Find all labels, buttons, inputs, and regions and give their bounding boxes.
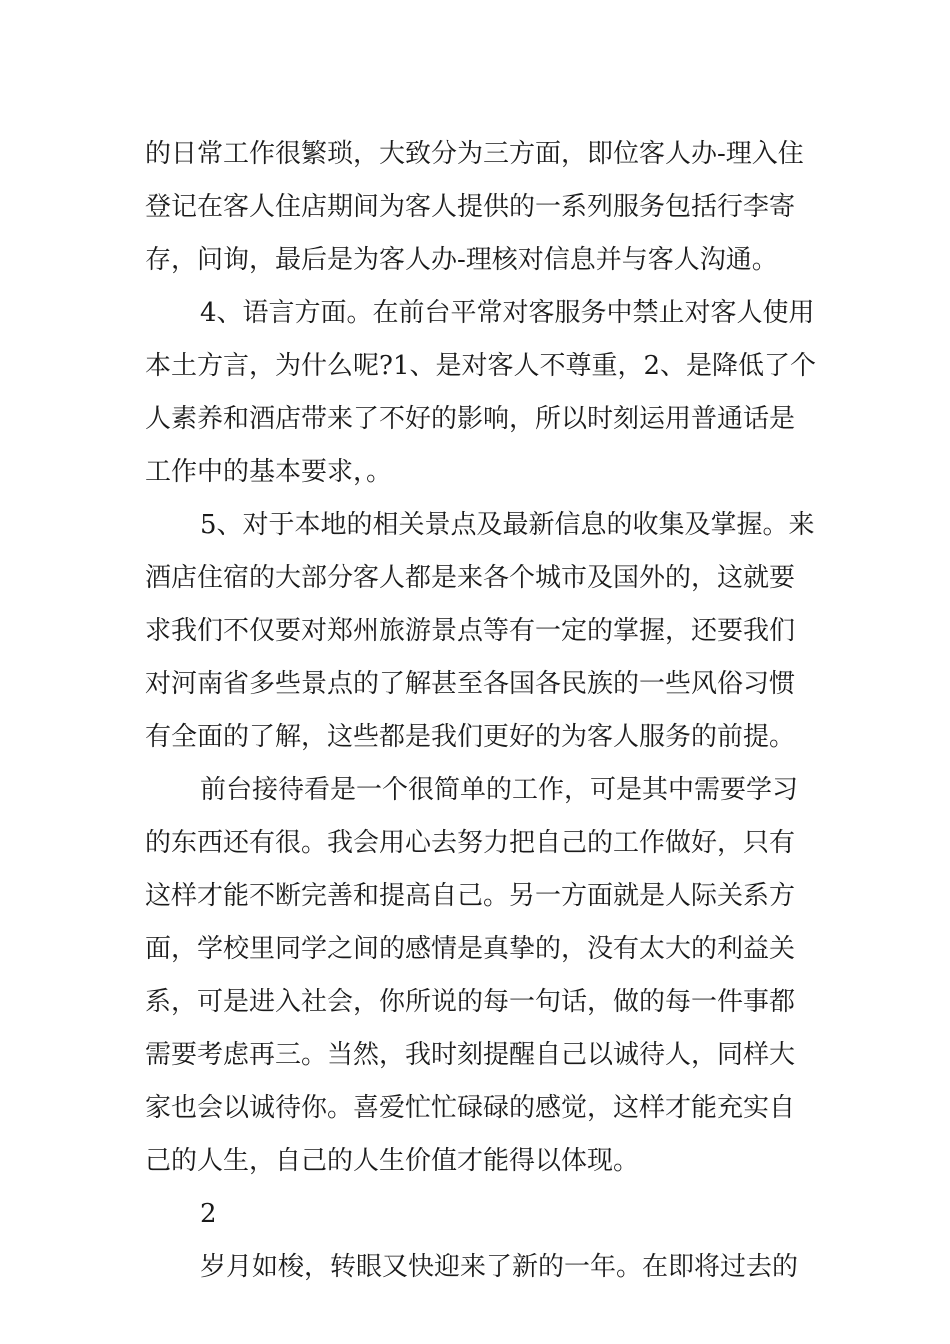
paragraph-start-line: 4、语言方面。在前台平常对客服务中禁止对客人使用: [200, 298, 815, 328]
text-line: 登记在客人住店期间为客人提供的一系列服务包括行李寄: [145, 192, 796, 222]
paragraph-start-line: 前台接待看是一个很简单的工作，可是其中需要学习: [200, 775, 799, 805]
text-line: 酒店住宿的大部分客人都是来各个城市及国外的，这就要: [145, 563, 796, 593]
text-line: 求我们不仅要对郑州旅游景点等有一定的掌握，还要我们: [145, 616, 796, 646]
text-line: 系，可是进入社会，你所说的每一句话，做的每一件事都: [145, 987, 796, 1017]
text-line: 的日常工作很繁琐，大致分为三方面，即位客人办-理入住: [145, 139, 804, 169]
text-line: 这样才能不断完善和提高自己。另一方面就是人际关系方: [145, 881, 796, 911]
text-line: 需要考虑再三。当然，我时刻提醒自己以诚待人，同样大: [145, 1040, 796, 1070]
text-line: 对河南省多些景点的了解甚至各国各民族的一些风俗习惯: [145, 669, 796, 699]
paragraph-start-line: 5、对于本地的相关景点及最新信息的收集及掌握。来: [200, 510, 815, 540]
text-line: 家也会以诚待你。喜爱忙忙碌碌的感觉，这样才能充实自: [145, 1093, 796, 1123]
paragraph-start-line: 岁月如梭，转眼又快迎来了新的一年。在即将过去的: [200, 1252, 799, 1282]
text-line: 有全面的了解，这些都是我们更好的为客人服务的前提。: [145, 722, 796, 752]
text-line: 面，学校里同学之间的感情是真挚的，没有太大的利益关: [145, 934, 796, 964]
text-line: 工作中的基本要求，。: [145, 457, 393, 487]
text-line: 存，问询，最后是为客人办-理核对信息并与客人沟通。: [145, 245, 778, 275]
text-line: 本土方言，为什么呢?1、是对客人不尊重，2、是降低了个: [145, 351, 817, 381]
section-number: 2: [200, 1199, 217, 1229]
document-body: [145, 128, 817, 1294]
text-line: 己的人生，自己的人生价值才能得以体现。: [145, 1146, 640, 1176]
text-line: 的东西还有很。我会用心去努力把自己的工作做好，只有: [145, 828, 796, 858]
text-line: 人素养和酒店带来了不好的影响，所以时刻运用普通话是: [145, 404, 796, 434]
